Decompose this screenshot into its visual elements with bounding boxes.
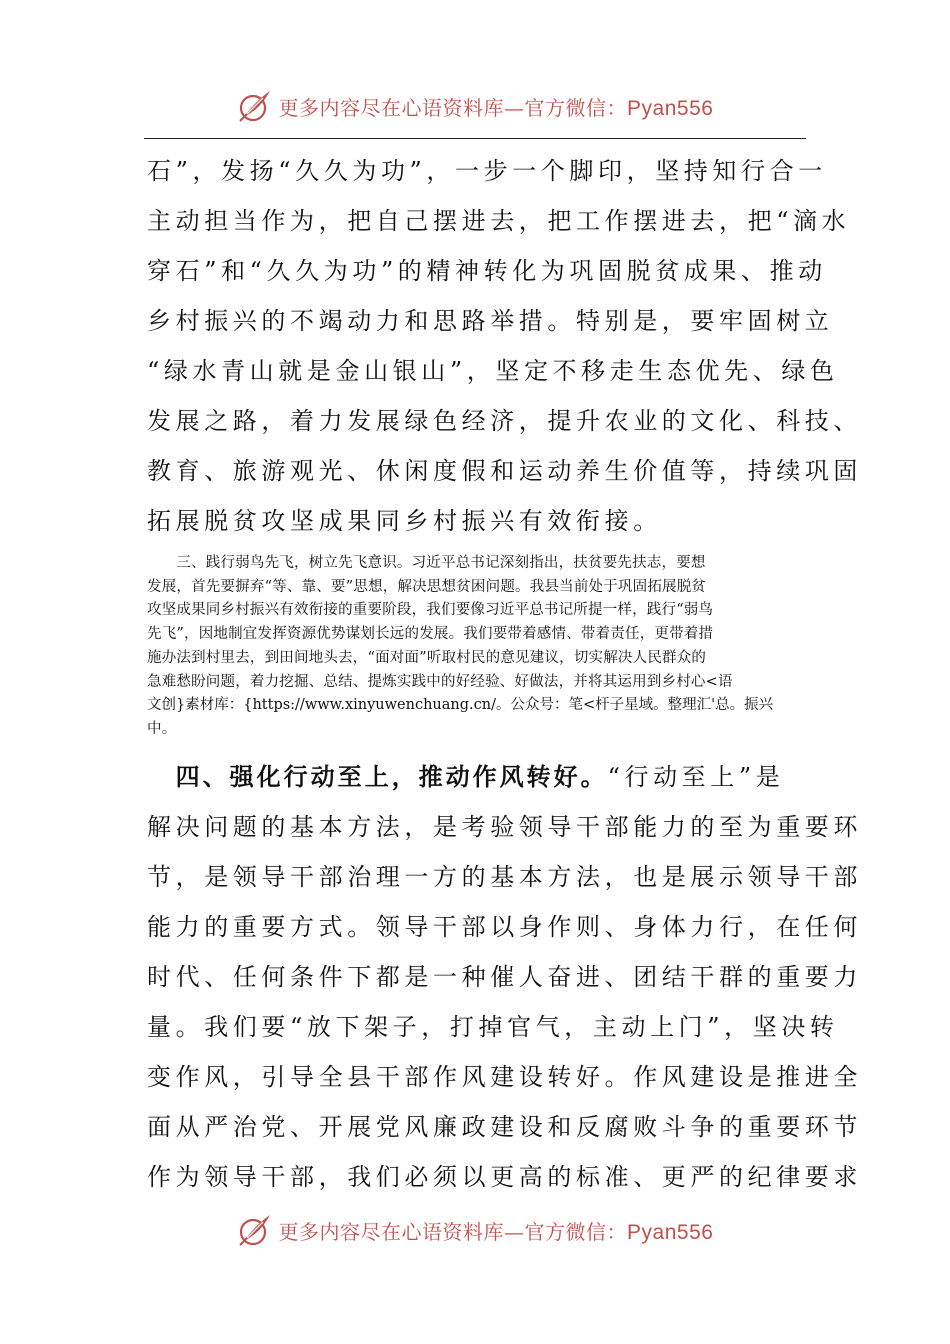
text-line: 时代、任何条件下都是一种催人奋进、团结干群的重要力 [147,962,862,991]
text-line: 乡村振兴的不竭动力和思路举措。特别是，要牢固树立 [147,307,834,335]
text-line: 作为领导干部，我们必须以更高的标准、更严的纪律要求 [147,1162,862,1191]
text-line: 三、践行弱鸟先飞，树立先飞意识。习近平总书记深刻指出，扶贫要先扶志，要想 [147,555,706,571]
header-banner [0,84,950,128]
banner-text: 更多内容尽在心语资料库—官方微信：Pyan556 [278,95,714,120]
text-line: 量。我们要“放下架子，打掉官气，主动上门”，坚决转 [147,1012,839,1041]
text-line: 拓展脱贫攻坚成果同乡村振兴有效衔接。 [147,507,662,535]
header-divider [144,138,806,139]
text-line: 教育、旅游观光、休闲度假和运动养生价值等，持续巩固 [147,457,862,485]
banner-handle: Pyan556 [627,96,714,120]
text-line: 石”，发扬“久久为功”，一步一个脚印，坚持知行合一 [147,157,827,185]
text-line: 解决问题的基本方法，是考验领导干部能力的至为重要环 [147,812,862,841]
text-line: 发展之路，着力发展绿色经济，提升农业的文化、科技、 [147,407,862,435]
body-paragraph-continued [147,146,862,546]
text-line: 主动担当作为，把自己摆进去，把工作摆进去，把“滴水 [147,207,851,235]
text-line: 施办法到村里去，到田间地头去，“面对面”听取村民的意见建议，切实解决人民群众的 [147,649,707,666]
quill-pen-icon [237,1212,273,1248]
section-four-paragraph [147,752,862,1202]
text-line: 攻坚成果同乡村振兴有效衔接的重要阶段，我们要像习近平总书记所提一样，践行“弱鸟 [147,602,714,619]
text-line: 变作风，引导全县干部作风建设转好。作风建设是推进全 [147,1062,862,1091]
text-line: 面从严治党、开展党风廉政建设和反腐败斗争的重要环节 [147,1112,862,1141]
section-three-paragraph [147,552,807,742]
text-line: 能力的重要方式。领导干部以身作则、身体力行，在任何 [147,912,862,941]
text-line: 中。 [147,720,177,737]
text-line: 穿石”和“久久为功”的精神转化为巩固脱贫成果、推动 [147,257,827,285]
text-line: 先飞”，因地制宜发挥资源优势谋划长远的发展。我们要带着感情、带着责任，更带着措 [147,626,714,643]
section-four-first-line [147,752,807,802]
text-line: 急难愁盼问题，着力挖掘、总结、提炼实践中的好经验、好做法，并将其运用到乡村心<语 [147,673,733,690]
text-line: 节，是领导干部治理一方的基本方法，也是展示领导干部 [147,862,862,891]
banner-handle: Pyan556 [627,1220,714,1244]
text-line: “绿水青山就是金山银山”，坚定不移走生态优先、绿色 [147,357,839,385]
section-heading: 四、强化行动至上，推动作风转好。 [175,762,608,791]
footer-banner [0,1208,950,1252]
text-line: 文创}素材库：{https://www.xinyuwenchuang.cn/。公众号：笔<杆子星域。整理汇'总。振兴 [147,697,774,714]
banner-text: 更多内容尽在心语资料库—官方微信：Pyan556 [278,1219,714,1244]
quill-pen-icon [237,88,273,124]
text-line: 发展，首先要摒弃“等、靠、要”思想，解决思想贫困问题。我县当前处于巩固拓展脱贫 [147,578,707,595]
document-body [147,146,862,1202]
text-fragment: “行动至上”是 [607,762,785,791]
